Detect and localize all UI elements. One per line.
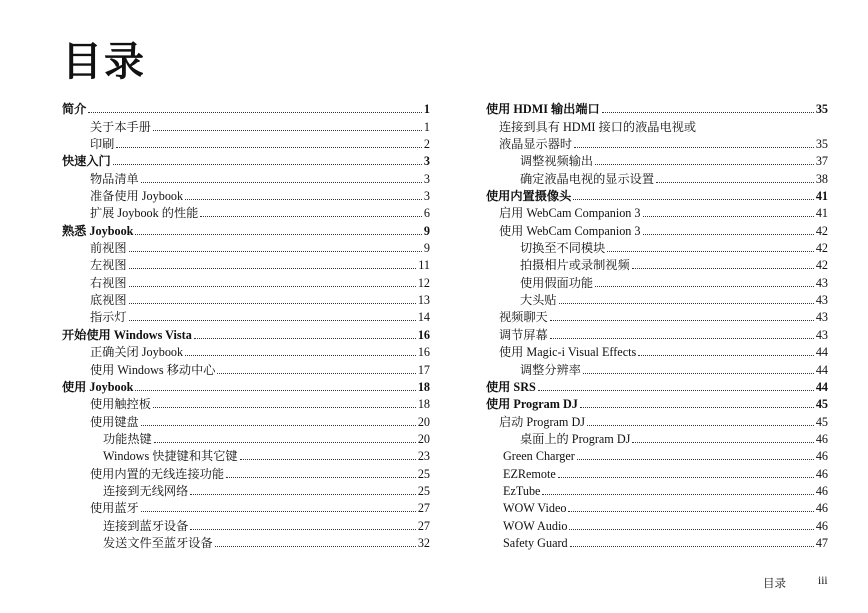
footer-page-number: iii — [818, 575, 828, 587]
toc-entry-title: 快速入门 — [62, 154, 111, 169]
toc-entry-title: 使用蓝牙 — [90, 501, 139, 516]
toc-entry[interactable] — [486, 99, 828, 116]
dot-leader — [226, 477, 416, 478]
toc-entry[interactable] — [62, 272, 430, 289]
toc-entry-title: 连接到无线网络 — [103, 483, 189, 498]
toc-entry-title: 使用 Joybook — [62, 379, 134, 394]
dot-leader — [542, 494, 813, 495]
toc-entry-title: 关于本手册 — [90, 119, 151, 134]
toc-entry-page: 17 — [417, 362, 430, 377]
dot-leader — [638, 355, 814, 356]
dot-leader — [129, 251, 422, 252]
toc-entry-page: 14 — [417, 310, 430, 325]
toc-entry[interactable] — [486, 394, 828, 411]
toc-entry-title: 连接到蓝牙设备 — [103, 518, 189, 533]
dot-leader — [215, 546, 416, 547]
dot-leader — [538, 390, 814, 391]
toc-entry-title: 使用 SRS — [486, 379, 536, 394]
dot-leader — [135, 234, 421, 235]
toc-entry-page: 43 — [815, 327, 828, 342]
toc-entry-title: 简介 — [62, 102, 87, 117]
page-title: 目录 — [62, 39, 146, 85]
toc-entry-page: 46 — [815, 501, 828, 516]
toc-entry-title: 使用 WebCam Companion 3 — [499, 223, 641, 238]
dot-leader — [153, 130, 422, 131]
toc-entry-page: 43 — [815, 275, 828, 290]
dot-leader — [129, 303, 416, 304]
toc-entry-page: 46 — [815, 483, 828, 498]
toc-entry-page: 42 — [815, 223, 828, 238]
toc-entry-title: 功能热键 — [103, 431, 152, 446]
toc-entry[interactable] — [486, 290, 828, 307]
toc-entry[interactable] — [62, 342, 430, 359]
toc-entry[interactable] — [486, 411, 828, 428]
toc-entry[interactable] — [486, 186, 828, 203]
toc-entry-page: 23 — [417, 449, 430, 464]
toc-entry-title: 右视图 — [90, 275, 127, 290]
dot-leader — [574, 147, 814, 148]
dot-leader — [643, 234, 814, 235]
toc-entry[interactable] — [62, 99, 430, 116]
toc-entry[interactable] — [62, 186, 430, 203]
toc-entry-page: 13 — [417, 293, 430, 308]
dot-leader — [595, 286, 814, 287]
toc-entry[interactable] — [486, 151, 828, 168]
toc-entry[interactable] — [486, 342, 828, 359]
toc-entry[interactable] — [62, 429, 430, 446]
dot-leader — [141, 425, 416, 426]
toc-entry-page: 46 — [815, 431, 828, 446]
dot-leader — [88, 112, 422, 113]
toc-entry-title: 物品清单 — [90, 171, 139, 186]
dot-leader — [185, 199, 422, 200]
toc-entry-title: 指示灯 — [90, 310, 127, 325]
toc-entry-page: 6 — [423, 206, 430, 221]
dot-leader — [141, 511, 416, 512]
toc-entry-title: 准备使用 Joybook — [90, 189, 184, 204]
toc-entry-page: 11 — [418, 258, 430, 273]
toc-entry-title: 使用内置摄像头 — [486, 189, 572, 204]
toc-entry-title: 大头贴 — [520, 293, 557, 308]
dot-leader — [154, 442, 416, 443]
toc-entry[interactable] — [62, 481, 430, 498]
toc-entry[interactable] — [486, 238, 828, 255]
toc-entry-title: WOW Video — [503, 501, 567, 516]
toc-entry-page: 16 — [417, 345, 430, 360]
dot-leader — [129, 320, 416, 321]
toc-right-column — [486, 99, 828, 550]
dot-leader — [656, 182, 814, 183]
dot-leader — [200, 216, 422, 217]
toc-entry-title: 使用内置的无线连接功能 — [90, 466, 225, 481]
dot-leader — [583, 373, 814, 374]
toc-entry-page: 44 — [815, 362, 828, 377]
toc-entry[interactable] — [62, 533, 430, 550]
dot-leader — [129, 268, 417, 269]
toc-entry-page: 20 — [417, 414, 430, 429]
toc-entry-page: 43 — [815, 310, 828, 325]
toc-entry-page: 9 — [423, 223, 430, 238]
toc-entry-page: 27 — [417, 518, 430, 533]
toc-entry-page: 3 — [423, 189, 430, 204]
footer-section-label: 目录 — [763, 576, 786, 590]
dot-leader — [632, 442, 813, 443]
toc-entry-page: 35 — [815, 102, 828, 117]
toc-entry-title: 使用键盘 — [90, 414, 139, 429]
toc-entry-title: 桌面上的 Program DJ — [520, 431, 631, 446]
dot-leader — [217, 373, 415, 374]
toc-entry-title: WOW Audio — [503, 518, 568, 533]
toc-entry[interactable] — [62, 515, 430, 532]
toc-entry-title: 使用 HDMI 输出端口 — [486, 102, 600, 117]
toc-entry-page: 12 — [417, 275, 430, 290]
toc-entry-title: 正确关闭 Joybook — [90, 345, 184, 360]
toc-entry-page: 2 — [423, 137, 430, 152]
dot-leader — [240, 459, 416, 460]
toc-entry-title: 使用 Magic-i Visual Effects — [499, 345, 637, 360]
toc-entry-page: 46 — [815, 449, 828, 464]
toc-entry-title: 印刷 — [90, 137, 115, 152]
toc-entry-title: Green Charger — [503, 449, 575, 464]
dot-leader — [129, 286, 416, 287]
dot-leader — [569, 529, 813, 530]
dot-leader — [153, 407, 416, 408]
toc-entry[interactable] — [62, 116, 430, 133]
toc-entry-page: 46 — [815, 466, 828, 481]
toc-entry[interactable] — [486, 498, 828, 515]
toc-entry[interactable] — [62, 394, 430, 411]
toc-entry[interactable] — [62, 446, 430, 463]
toc-entry-page: 44 — [815, 345, 828, 360]
toc-entry-page: 47 — [815, 535, 828, 550]
toc-entry[interactable] — [486, 515, 828, 532]
toc-entry[interactable] — [62, 463, 430, 480]
dot-leader — [580, 407, 814, 408]
toc-entry-title: 连接到具有 HDMI 接口的液晶电视或 — [499, 119, 697, 134]
dot-leader — [568, 511, 813, 512]
toc-entry-page: 35 — [815, 137, 828, 152]
toc-entry-page: 1 — [423, 102, 430, 117]
toc-entry[interactable] — [486, 324, 828, 341]
toc-entry-title: 调整视频输出 — [520, 154, 594, 169]
dot-leader — [185, 355, 416, 356]
dot-leader — [577, 459, 814, 460]
dot-leader — [602, 112, 814, 113]
toc-entry-page: 1 — [423, 119, 430, 134]
toc-entry-page: 38 — [815, 171, 828, 186]
toc-left-column — [62, 99, 430, 550]
toc-entry[interactable] — [486, 220, 828, 237]
toc-entry-title: 调整分辨率 — [520, 362, 581, 377]
toc-entry[interactable] — [486, 359, 828, 376]
toc-entry-page: 37 — [815, 154, 828, 169]
dot-leader — [550, 338, 814, 339]
toc-entry[interactable] — [62, 359, 430, 376]
toc-entry-title: 启用 WebCam Companion 3 — [499, 206, 641, 221]
toc-entry[interactable] — [486, 429, 828, 446]
dot-leader — [550, 320, 814, 321]
toc-entry-title: EZRemote — [503, 466, 556, 481]
toc-entry[interactable] — [62, 255, 430, 272]
toc-entry-page: 18 — [417, 397, 430, 412]
toc-entry-title: 左视图 — [90, 258, 127, 273]
toc-entry[interactable] — [62, 220, 430, 237]
toc-entry-title: 前视图 — [90, 241, 127, 256]
toc-entry-title: 切换至不同模块 — [520, 241, 606, 256]
toc-entry-title: 使用 Windows 移动中心 — [90, 362, 216, 377]
toc-entry-page: 20 — [417, 431, 430, 446]
dot-leader — [643, 216, 814, 217]
toc-entry[interactable] — [486, 446, 828, 463]
toc-entry-title: 启动 Program DJ — [499, 414, 585, 429]
toc-entry-title: 视频聊天 — [499, 310, 548, 325]
toc-entry[interactable] — [62, 324, 430, 341]
dot-leader — [190, 494, 416, 495]
toc-entry-page: 41 — [815, 189, 828, 204]
dot-leader — [607, 251, 814, 252]
toc-entry-page: 9 — [423, 241, 430, 256]
toc-entry[interactable] — [486, 533, 828, 550]
toc-entry[interactable] — [62, 238, 430, 255]
toc-entry-page: 42 — [815, 258, 828, 273]
toc-entry[interactable] — [486, 377, 828, 394]
toc-entry[interactable] — [62, 151, 430, 168]
toc-entry-title: 发送文件至蓝牙设备 — [103, 535, 213, 550]
toc-entry-page: 3 — [423, 171, 430, 186]
toc-entry[interactable] — [62, 134, 430, 151]
toc-entry[interactable] — [62, 168, 430, 185]
toc-entry-title: 使用 Program DJ — [486, 397, 578, 412]
toc-entry[interactable] — [62, 290, 430, 307]
toc-entry-page: 44 — [815, 379, 828, 394]
toc-entry-title: EzTube — [503, 483, 541, 498]
toc-entry-page: 25 — [417, 483, 430, 498]
dot-leader — [141, 182, 422, 183]
toc-entry-title: 开始使用 Windows Vista — [62, 327, 192, 342]
toc-entry[interactable] — [62, 377, 430, 394]
toc-entry-page: 45 — [815, 397, 828, 412]
toc-entry[interactable] — [486, 255, 828, 272]
toc-entry-page: 16 — [417, 327, 430, 342]
toc-entry[interactable] — [62, 203, 430, 220]
dot-leader — [573, 199, 814, 200]
toc-entry[interactable] — [486, 134, 828, 151]
toc-entry-page: 45 — [815, 414, 828, 429]
toc-entry[interactable] — [62, 411, 430, 428]
dot-leader — [190, 529, 416, 530]
dot-leader — [113, 164, 422, 165]
dot-leader — [194, 338, 416, 339]
toc-entry-title: 底视图 — [90, 293, 127, 308]
toc-entry-title: 熟悉 Joybook — [62, 223, 134, 238]
toc-entry-page: 41 — [815, 206, 828, 221]
toc-entry-title: 扩展 Joybook 的性能 — [90, 206, 199, 221]
toc-entry-title: 使用触控板 — [90, 397, 151, 412]
toc-entry-title: 液晶显示器时 — [499, 137, 573, 152]
dot-leader — [558, 477, 814, 478]
toc-entry[interactable] — [486, 463, 828, 480]
toc-entry-page: 46 — [815, 518, 828, 533]
toc-entry-page: 18 — [417, 379, 430, 394]
toc-entry-page: 27 — [417, 501, 430, 516]
toc-entry-title: 拍摄相片或录制视频 — [520, 258, 630, 273]
dot-leader — [632, 268, 814, 269]
toc-entry-title: 调节屏幕 — [499, 327, 548, 342]
toc-entry-page: 3 — [423, 154, 430, 169]
dot-leader — [570, 546, 814, 547]
toc-entry-title: 使用假面功能 — [520, 275, 594, 290]
toc-entry[interactable] — [486, 272, 828, 289]
toc-entry-page: 42 — [815, 241, 828, 256]
toc-entry-title: Windows 快捷键和其它键 — [103, 449, 238, 464]
toc-entry[interactable] — [486, 168, 828, 185]
toc-entry[interactable] — [486, 203, 828, 220]
toc-entry-title: Safety Guard — [503, 535, 568, 550]
dot-leader — [595, 164, 814, 165]
dot-leader — [587, 425, 814, 426]
toc-entry-page: 43 — [815, 293, 828, 308]
toc-entry-page: 32 — [417, 535, 430, 550]
toc-entry-page: 25 — [417, 466, 430, 481]
toc-entry-title: 确定液晶电视的显示设置 — [520, 171, 655, 186]
dot-leader — [135, 390, 415, 391]
dot-leader — [116, 147, 422, 148]
dot-leader — [559, 303, 814, 304]
toc-entry[interactable] — [62, 498, 430, 515]
toc-entry[interactable] — [486, 116, 828, 133]
toc-entry[interactable] — [486, 307, 828, 324]
toc-entry[interactable] — [62, 307, 430, 324]
toc-entry[interactable] — [486, 481, 828, 498]
